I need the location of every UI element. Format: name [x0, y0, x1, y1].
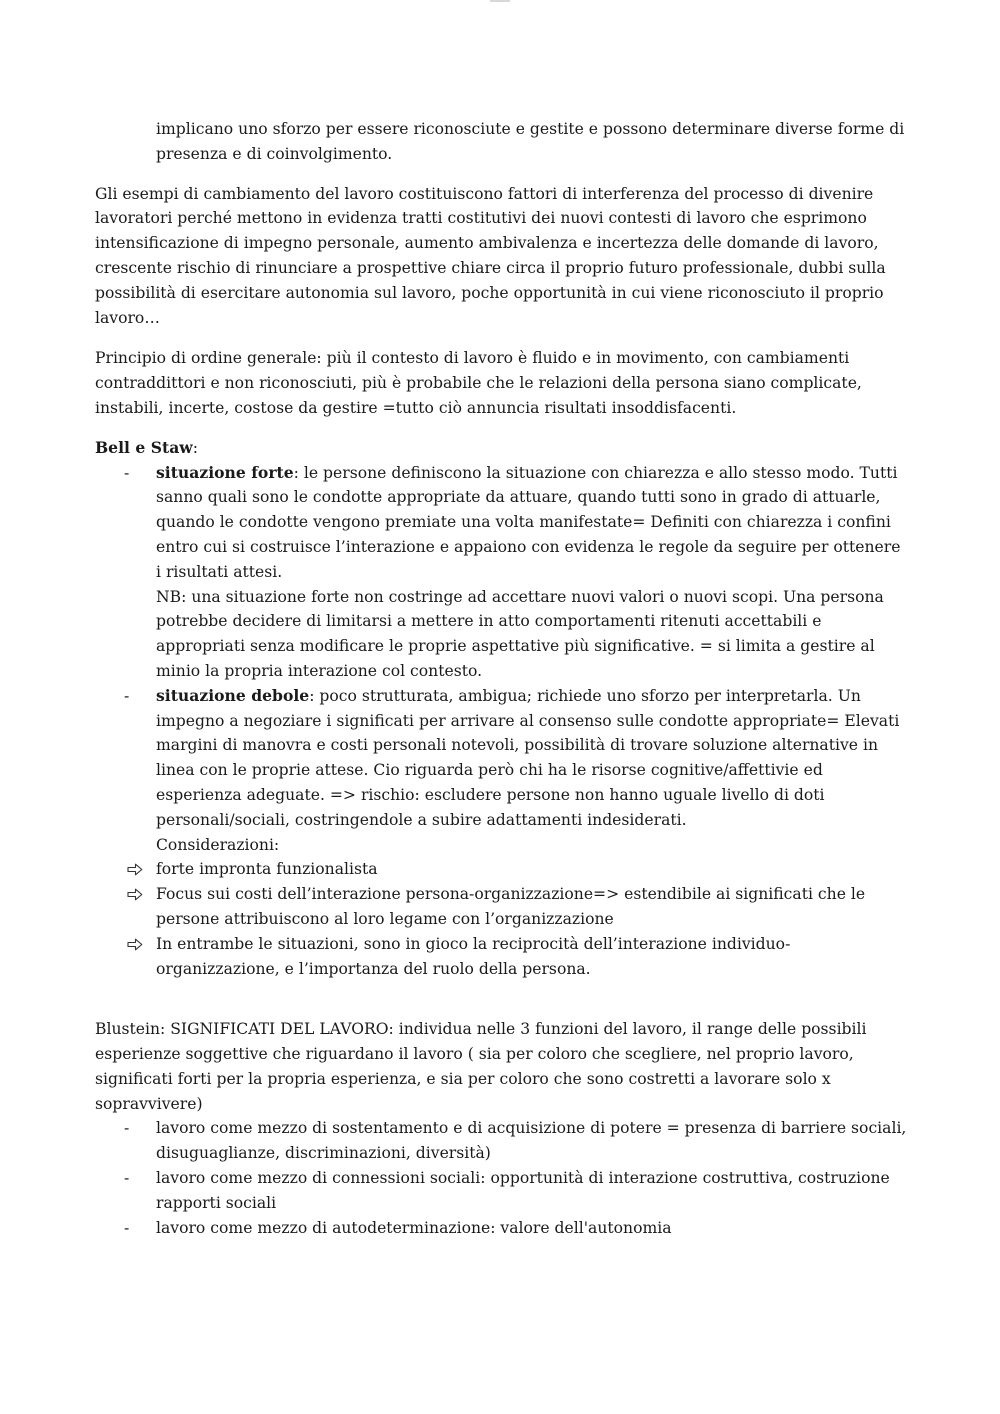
work-function-text: lavoro come mezzo di connessioni sociali: opportunità di interazione costruttiva, costruzione rapporti sociali	[156, 1169, 890, 1212]
dash-bullet: -	[124, 1169, 130, 1188]
strong-situation-description: : le persone definiscono la situazione con chiarezza e allo stesso modo. Tutti sanno quali sono le condotte appropriate da attuare, quando tutti sono in grado di attuarle, quando le condotte vengono premiate una volta manifestate= Definiti con chiarezza i confini entro cui si costruisce l’interazione e appaiono con evidenza le regole da seguire per ottenere i risultati attesi.	[156, 463, 901, 581]
paragraph-work-change: Gli esempi di cambiamento del lavoro costituiscono fattori di interferenza del processo di divenire lavoratori perché mettono in evidenza tratti costitutivi dei nuovi contesti di lavoro che esprimono intensificazione di impegno personale, aumento ambivalenza e incertezza delle domande di lavoro, crescente rischio di rinunciare a prospettive chiare circa il proprio futuro professionale, dubbi sulla possibilità di esercitare autonomia sul lavoro, poche opportunità in cui viene riconosciuto il proprio lavoro…	[95, 184, 886, 327]
paragraph-general-principle: Principio di ordine generale: più il contesto di lavoro è fluido e in movimento, con cambiamenti contraddittori e non riconosciuti, più è probabile che le relazioni della persona siano complicate, instabili, incerte, costose da gestire =tutto ciò annuncia risultati insoddisfacenti.	[95, 349, 862, 417]
weak-situation-term: situazione debole	[156, 685, 310, 705]
arrow-item-text: In entrambe le situazioni, sono in gioco la reciprocità dell’interazione individuo-organizzazione, e l’importanza del ruolo della persona.	[156, 934, 791, 978]
list-item-work-function	[95, 1166, 907, 1216]
weak-situation-text	[156, 684, 907, 833]
arrow-item	[95, 882, 907, 932]
strong-situation-term: situazione forte	[156, 462, 294, 482]
dash-bullet: -	[124, 1218, 130, 1237]
arrow-item-text: forte impronta funzionalista	[156, 860, 378, 879]
arrow-item	[95, 857, 907, 882]
work-function-text: lavoro come mezzo di autodeterminazione: valore dell'autonomia	[156, 1218, 672, 1237]
list-item-weak-situation	[95, 684, 907, 858]
list-item-work-function	[95, 1116, 907, 1166]
arrow-item	[95, 932, 907, 982]
dash-bullet: -	[124, 463, 130, 482]
considerations-label: Considerazioni:	[156, 835, 280, 854]
document-body	[95, 117, 907, 1240]
bell-staw-heading	[95, 436, 907, 461]
arrow-item-text: Focus sui costi dell’interazione persona-organizzazione=> estendibile ai significati che le persone attribuiscono al loro legame con l’organizzazione	[156, 885, 866, 928]
continuation-paragraph: implicano uno sforzo per essere riconosciute e gestite e possono determinare diverse forme di presenza e di coinvolgimento.	[156, 120, 905, 163]
list-item-work-function	[95, 1216, 907, 1241]
weak-situation-description: : poco strutturata, ambigua; richiede uno sforzo per interpretarla. Un impegno a negoziare i significati per arrivare al consenso sulle condotte appropriate= Elevati margini di manovra e costi personali notevoli, possibilità di trovare soluzione alternative in linea con le proprie attese. Cio riguarda però chi ha le risorse cognitive/affettivie ed esperienza adeguate. => rischio: escludere persone non hanno uguale livello di doti personali/sociali, costringendole a subire adattamenti indesiderati.	[156, 686, 900, 829]
bell-staw-colon: :	[192, 438, 198, 457]
arrow-right-icon	[127, 888, 143, 901]
dash-bullet: -	[124, 1119, 130, 1138]
list-item-strong-situation	[95, 461, 907, 684]
blustein-intro: Blustein: SIGNIFICATI DEL LAVORO: individua nelle 3 funzioni del lavoro, il range delle possibili esperienze soggettive che riguardano il lavoro ( sia per coloro che scegliere, nel proprio lavoro, significati forti per la propria esperienza, e sia per coloro che sono costretti a lavorare solo x sopravvivere)	[95, 1020, 867, 1113]
bell-staw-title: Bell e Staw	[95, 437, 193, 457]
arrow-right-icon	[127, 863, 143, 876]
arrow-right-icon	[127, 938, 143, 951]
strong-situation-note: NB: una situazione forte non costringe ad accettare nuovi valori o nuovi scopi. Una persona potrebbe decidere di limitarsi a mettere in atto comportamenti ritenuti accettabili e appropriati senza modificare le proprie aspettative più significative. = si limita a gestire al minio la propria interazione col contesto.	[156, 587, 884, 680]
strong-situation-text	[156, 461, 907, 585]
dash-bullet: -	[124, 686, 130, 705]
page-header-mark	[490, 0, 510, 2]
work-function-text: lavoro come mezzo di sostentamento e di acquisizione di potere = presenza di barriere sociali, disuguaglianze, discriminazioni, diversità)	[156, 1119, 907, 1163]
